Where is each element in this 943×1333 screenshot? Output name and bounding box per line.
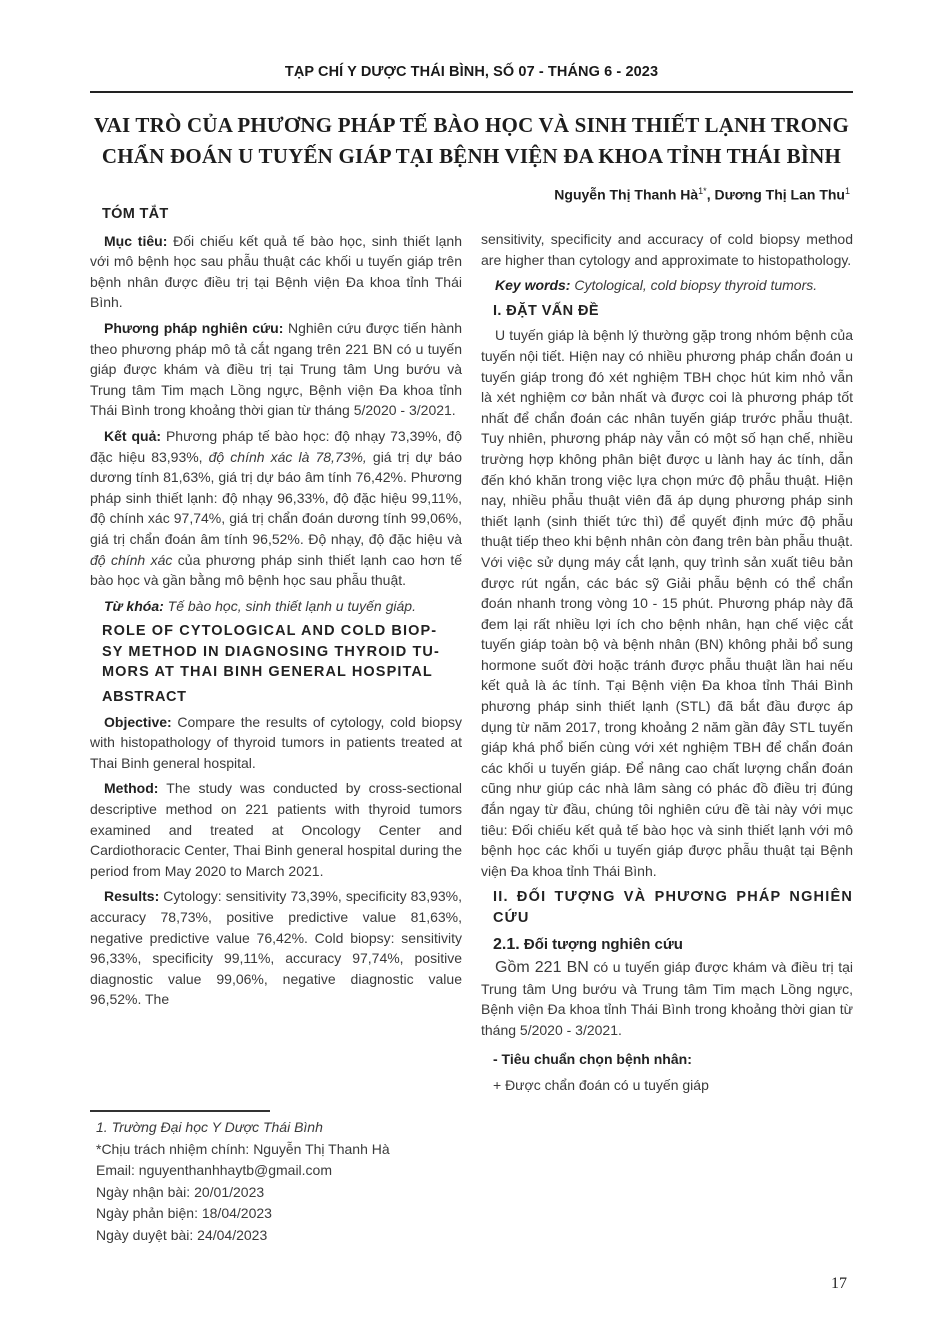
en-method-label: Method: (104, 780, 159, 797)
subsection-number: 2.1. (493, 935, 520, 953)
author-affiliation-mark: 1 (844, 186, 850, 196)
title-line: VAI TRÒ CỦA PHƯƠNG PHÁP TẾ BÀO HỌC VÀ SINH THIẾT LẠNH TRONG (93, 113, 850, 137)
en-keywords-paragraph (481, 275, 853, 296)
en-objective-paragraph (90, 712, 462, 774)
author-separator: , (706, 186, 715, 203)
subsection-heading (493, 935, 853, 956)
vn-results-label: Kết quả: (104, 427, 162, 444)
en-results-paragraph (90, 886, 462, 1010)
vn-results-italic: độ chính xác (90, 551, 173, 568)
page-number: 17 (831, 1275, 847, 1292)
footnote-email: Email: nguyenthanhhaytb@gmail.com (96, 1162, 333, 1178)
study-subjects-text: có u tuyến giáp được khám và điều trị tại Trung tâm Ung bướu và Trung tâm Tim mạch Lồng ngực, Bệnh viện Đa khoa tỉnh Thái Bình trong khoảng thời gian từ tháng 5/2020 - 3/2021. (481, 959, 853, 1038)
title-line: CHẨN ĐOÁN U TUYẾN GIÁP TẠI BỆNH VIỆN ĐA KHOA TỈNH THÁI BÌNH (101, 144, 842, 168)
vn-abstract-heading: TÓM TẮT (102, 206, 169, 222)
vn-results-paragraph (90, 426, 462, 591)
footnote-received: Ngày nhận bài: 20/01/2023 (96, 1183, 265, 1200)
vn-keywords-label: Từ khóa: (104, 597, 164, 614)
en-objective-label: Objective: (104, 713, 172, 730)
criteria-heading: - Tiêu chuẩn chọn bệnh nhân: (493, 1050, 692, 1067)
en-method-text: The study was conducted by cross-sectional descriptive method on 221 patients with thyroid tumors examined and treated at Oncology Center and Cardiothoracic Center, Thai Binh general hospital during the period from May 2020 to March 2021. (90, 780, 462, 879)
footnote-accepted: Ngày duyệt bài: 24/04/2023 (96, 1226, 268, 1243)
authors (554, 186, 850, 203)
header-rule (90, 91, 853, 93)
en-objective-text: Compare the results of cytology, cold biopsy with histopathology of thyroid tumors in patients treated at Thai Binh general hospital. (90, 713, 462, 771)
footnote-affiliation: 1. Trường Đại học Y Dược Thái Bình (96, 1119, 323, 1135)
english-title-line: SY METHOD IN DIAGNOSING THYROID TU- (102, 643, 440, 660)
vn-results-italic: độ chính xác là 78,73%, (208, 448, 367, 465)
journal-header: TẠP CHÍ Y DƯỢC THÁI BÌNH, SỐ 07 - THÁNG 6 - 2023 (284, 64, 659, 80)
footnote-rule (90, 1110, 270, 1112)
intro-paragraph: U tuyến giáp là bệnh lý thường gặp trong nhóm bệnh của tuyến nội tiết. Hiện nay có nhiều phương pháp chẩn đoán u tuyến giáp trong đó xét nghiệm TBH chọc hút kim nhỏ vẫn là xét nghiệm cơ bản nhất và được coi là phương pháp tốt nhất để chẩn đoán các nhân tuyến giáp trước phẫu thuật. Tuy nhiên, phương pháp này vẫn có một số hạn chế, nhiều trường hợp không phân biệt được u lành hay ác tính, dẫn đến khó khăn trong việc lựa chọn mức độ phẫu thuật. Hiện nay, nhiều phẫu thuật viên đã áp dụng phương pháp sinh thiết lạnh (sinh thiết tức thì) để quyết định mức độ phẫu thuật tiếp theo khi bệnh nhân còn đang trên bàn phẫu thuật. Với việc sử dụng máy cắt lạnh, quy trình sản xuất tiêu bản được rút ngắn, các bác sỹ Giải phẫu bệnh có thể chẩn đoán nhanh trong vòng 10 - 15 phút. Phương pháp này đã đem lại rất nhiều lợi ích cho bệnh nhân, hạn chế việc cắt tuyến giáp toàn bộ và bệnh nhân (BN) không phải bổ sung hormone suốt đời hoặc tránh được phẫu thuật lần hai nếu kết quả là ác tính. Tại Bệnh viện Đa khoa tỉnh Thái Bình phương pháp sinh thiết lạnh (STL) đã bắt đầu được áp dụng từ năm 2017, trong khoảng 2 năm gần đây STL tuyến giáp khá phổ biến cùng với xét nghiệm TBH để chẩn đoán các khối u tuyến giáp. Để nâng cao chất lượng chẩn đoán cũng như giúp các nhà lâm sàng có phác đồ điều trị đúng đắn ngay từ đầu, chúng tôi nghiên cứu đề tài này với mục tiêu: Đối chiếu kết quả tế bào học và sinh thiết lạnh với mô bệnh học các khối u tuyến giáp được phẫu thuật tại Bệnh viện Đa khoa tỉnh Thái Bình. (481, 327, 853, 879)
en-results-text: Cytology: sensitivity 73,39%, specificity 83,93%, accuracy 78,73%, positive predictive value 81,63%, negative predictive value 76,42%. Cold biopsy: sensitivity 96,33%, specificity 99,11%, accuracy 97,74%, positive diagnostic value 99,06%, negative diagnostic value 96,52%. The (90, 888, 462, 1008)
english-title-line: MORS AT THAI BINH GENERAL HOSPITAL (102, 664, 433, 681)
criteria-item: + Được chẩn đoán có u tuyến giáp (493, 1077, 709, 1094)
study-subjects-paragraph (481, 957, 853, 1040)
vn-keywords-text: Tế bào học, sinh thiết lạnh u tuyến giáp. (163, 597, 416, 614)
en-keywords-text: Cytological, cold biopsy thyroid tumors. (570, 277, 818, 294)
en-abstract-heading: ABSTRACT (102, 689, 187, 706)
footnote-corresponding: *Chịu trách nhiệm chính: Nguyễn Thị Thanh Hà (96, 1140, 390, 1157)
vn-objective-label: Mục tiêu: (104, 232, 168, 249)
en-keywords-label: Key words: (495, 277, 571, 294)
vn-results-text: của phương pháp sinh thiết lạnh cao hơn tế bào học và gần bằng mô bệnh học sau phẫu thuật. (90, 551, 462, 589)
vn-results-text: Phương pháp tế bào học: độ nhạy 73,39%, độ đặc hiệu 83,93%, (90, 427, 462, 465)
study-subjects-lead: Gồm 221 BN (495, 959, 589, 977)
vn-objective-text: Đối chiếu kết quả tế bào học, sinh thiết lạnh với mô bệnh học sau phẫu thuật các khối u tuyến giáp trên bệnh nhân được điều trị tại Bệnh viện Đa khoa tỉnh Thái Bình. (90, 232, 462, 311)
en-method-paragraph (90, 778, 462, 881)
vn-results-text: giá trị dự báo dương tính 81,63%, giá trị dự báo âm tính 76,42%. Phương pháp sinh thiết lạnh: độ nhạy 96,33%, độ đặc hiệu 99,11%, độ chính xác 97,74%, giá trị chẩn đoán dương tính 99,06%, giá trị chẩn đoán âm tính 96,52%. Độ nhạy, độ đặc hiệu và (90, 448, 462, 547)
english-title-line: ROLE OF CYTOLOGICAL AND COLD BIOP- (102, 623, 438, 640)
left-column (90, 202, 462, 1015)
vn-method-paragraph (90, 318, 462, 421)
vn-method-text: Nghiên cứu được tiến hành theo phương pháp mô tả cắt ngang trên 221 BN có u tuyến giáp được khám và điều trị tại Trung tâm Ung bướu và Trung tâm Tim mạch Lồng ngực, Bệnh viện Đa khoa tỉnh Thái Bình trong khoảng thời gian từ tháng 5/2020 - 3/2021. (90, 319, 462, 419)
author-name: Nguyễn Thị Thanh Hà (554, 186, 699, 203)
vn-keywords-paragraph (90, 596, 462, 617)
section2-heading: II. ĐỐI TƯỢNG VÀ PHƯƠNG PHÁP NGHIÊN CỨU (493, 889, 853, 926)
vn-method-label: Phương pháp nghiên cứu: (104, 319, 284, 336)
author-affiliation-mark: 1* (698, 186, 707, 196)
english-title (102, 621, 462, 683)
right-column (481, 229, 853, 1096)
intro-heading: I. ĐẶT VẤN ĐỀ (493, 302, 599, 319)
en-results-label: Results: (104, 888, 160, 905)
footnote-reviewed: Ngày phản biện: 18/04/2023 (96, 1205, 272, 1221)
footnotes (96, 1117, 466, 1246)
vn-objective-paragraph (90, 231, 462, 313)
subsection-title: Đối tượng nghiên cứu (519, 935, 683, 953)
article-title (60, 110, 883, 172)
author-name: Dương Thị Lan Thu (714, 186, 845, 203)
en-results-continued: sensitivity, specificity and accuracy of cold biopsy method are higher than cytology and approximate to histopathology. (481, 231, 853, 268)
